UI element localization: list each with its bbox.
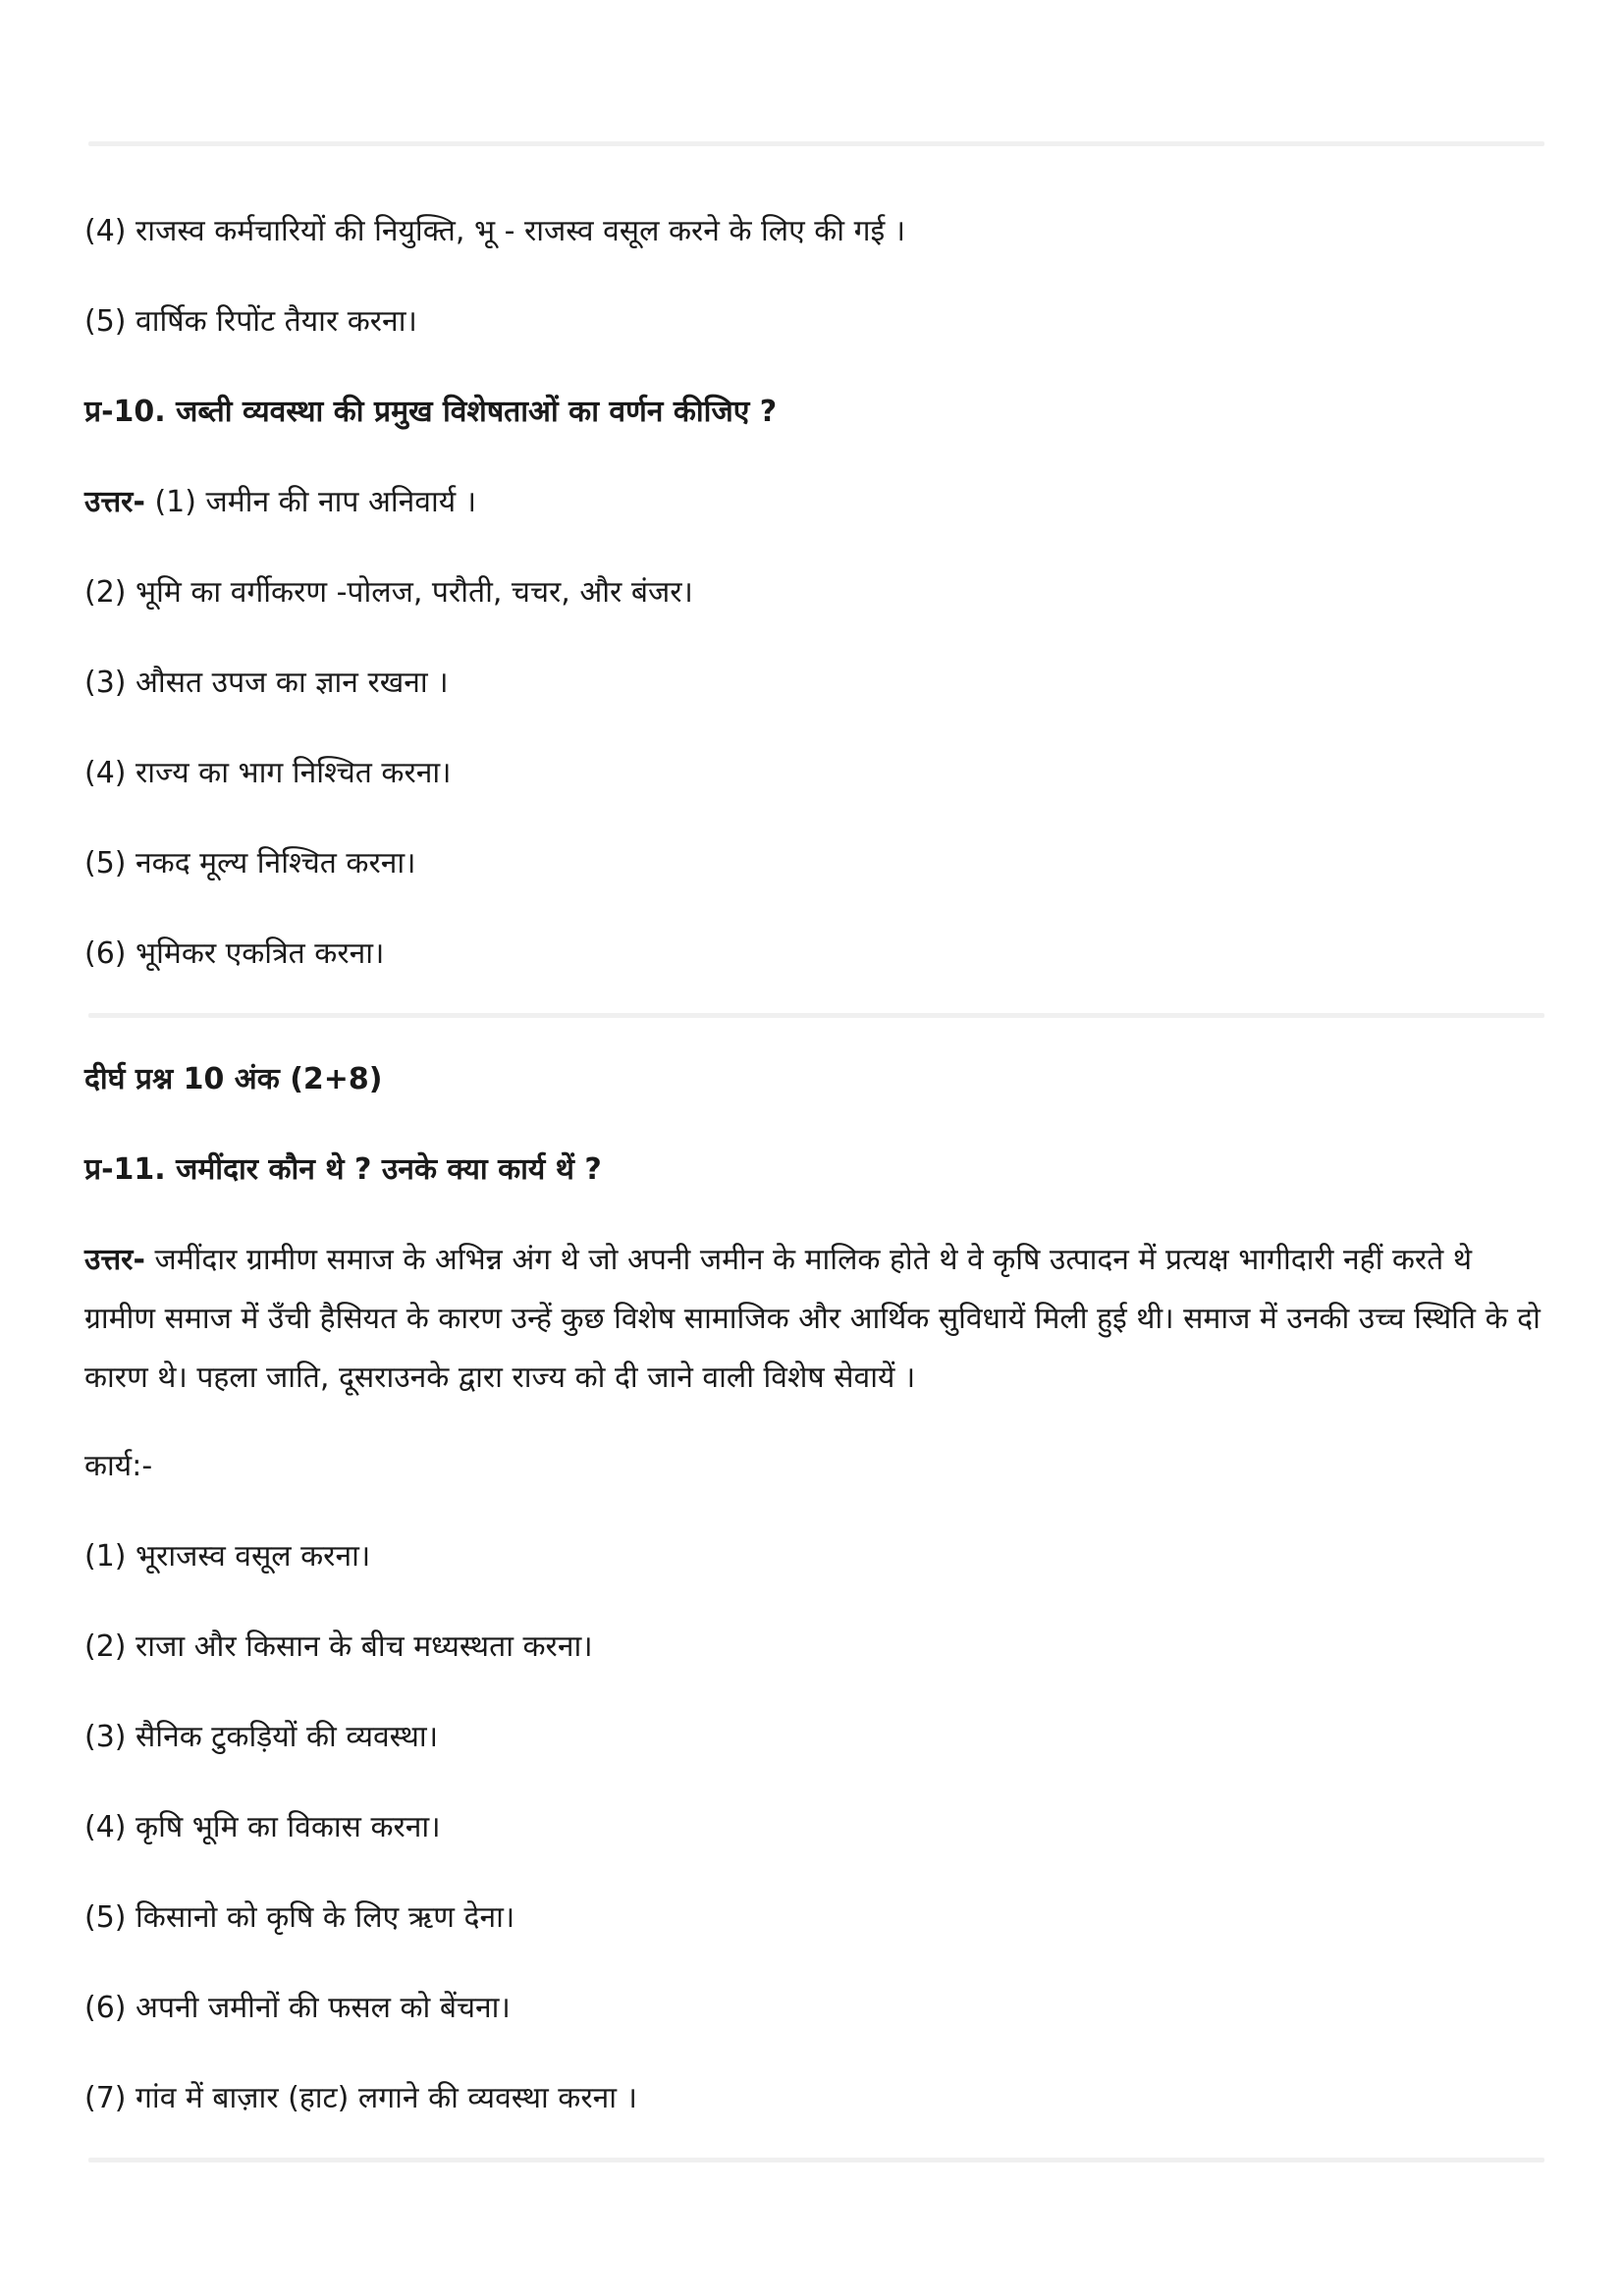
- answer-text: (1) जमीन की नाप अनिवार्य ।: [144, 485, 477, 519]
- section-heading: दीर्घ प्रश्न 10 अंक (2+8): [84, 1062, 383, 1096]
- list-item: (7) गांव में बाज़ार (हाट) लगाने की व्यवस्था करना ।: [84, 2081, 637, 2115]
- list-item: (6) भूमिकर एकत्रित करना।: [84, 936, 385, 971]
- list-item: (3) औसत उपज का ज्ञान रखना ।: [84, 666, 449, 700]
- answer-label: उत्तर-: [84, 1243, 145, 1277]
- list-item: (4) कृषि भूमि का विकास करना।: [84, 1810, 441, 1844]
- list-item: (3) सैनिक टुकड़ियों की व्यवस्था।: [84, 1720, 439, 1754]
- top-divider: [88, 141, 1544, 146]
- list-item: (5) वार्षिक रिपोंट तैयार करना।: [84, 304, 417, 339]
- answer-text: जमींदार ग्रामीण समाज के अभिन्न अंग थे जो अपनी जमीन के मालिक होते थे वे कृषि उत्पादन में प्रत्यक्ष भागीदारी नहीं करते थे ग्रामीण समाज में उँची हैसियत के कारण उन्हें कुछ विशेष सामाजिक और आर्थिक सुविधायें मिली हुई थी। समाज में उनकी उच्च स्थिति के दो कारण थे। पहला जाति, दूसराउनके द्वारा राज्य को दी जाने वाली विशेष सेवायें ।: [84, 1243, 1541, 1395]
- list-item: (2) भूमि का वर्गीकरण -पोलज, परौती, चचर, और बंजर।: [84, 575, 693, 610]
- answer-label: उत्तर-: [84, 485, 145, 519]
- list-item: (6) अपनी जमीनों की फसल को बेंचना।: [84, 1991, 511, 2025]
- works-label: कार्य:-: [84, 1449, 153, 1483]
- bottom-divider: [88, 2158, 1544, 2163]
- answer-11-paragraph: [84, 1231, 1547, 1408]
- answer-10-first: [84, 483, 476, 522]
- list-item: (4) राज्य का भाग निश्चित करना।: [84, 756, 452, 790]
- list-item: (4) राजस्व कर्मचारियों की नियुक्ति, भू - राजस्व वसूल करने के लिए की गई ।: [84, 214, 906, 248]
- question-11: प्र-11. जमींदार कौन थे ? उनके क्या कार्य थें ?: [84, 1152, 602, 1187]
- question-10: प्र-10. जब्ती व्यवस्था की प्रमुख विशेषताओं का वर्णन कीजिए ?: [84, 395, 778, 429]
- list-item: (5) नकद मूल्य निश्चित करना।: [84, 846, 416, 881]
- section-divider: [88, 1013, 1544, 1018]
- list-item: (5) किसानो को कृषि के लिए ऋण देना।: [84, 1900, 515, 1935]
- list-item: (1) भूराजस्व वसूल करना।: [84, 1539, 371, 1574]
- list-item: (2) राजा और किसान के बीच मध्यस्थता करना।: [84, 1629, 593, 1664]
